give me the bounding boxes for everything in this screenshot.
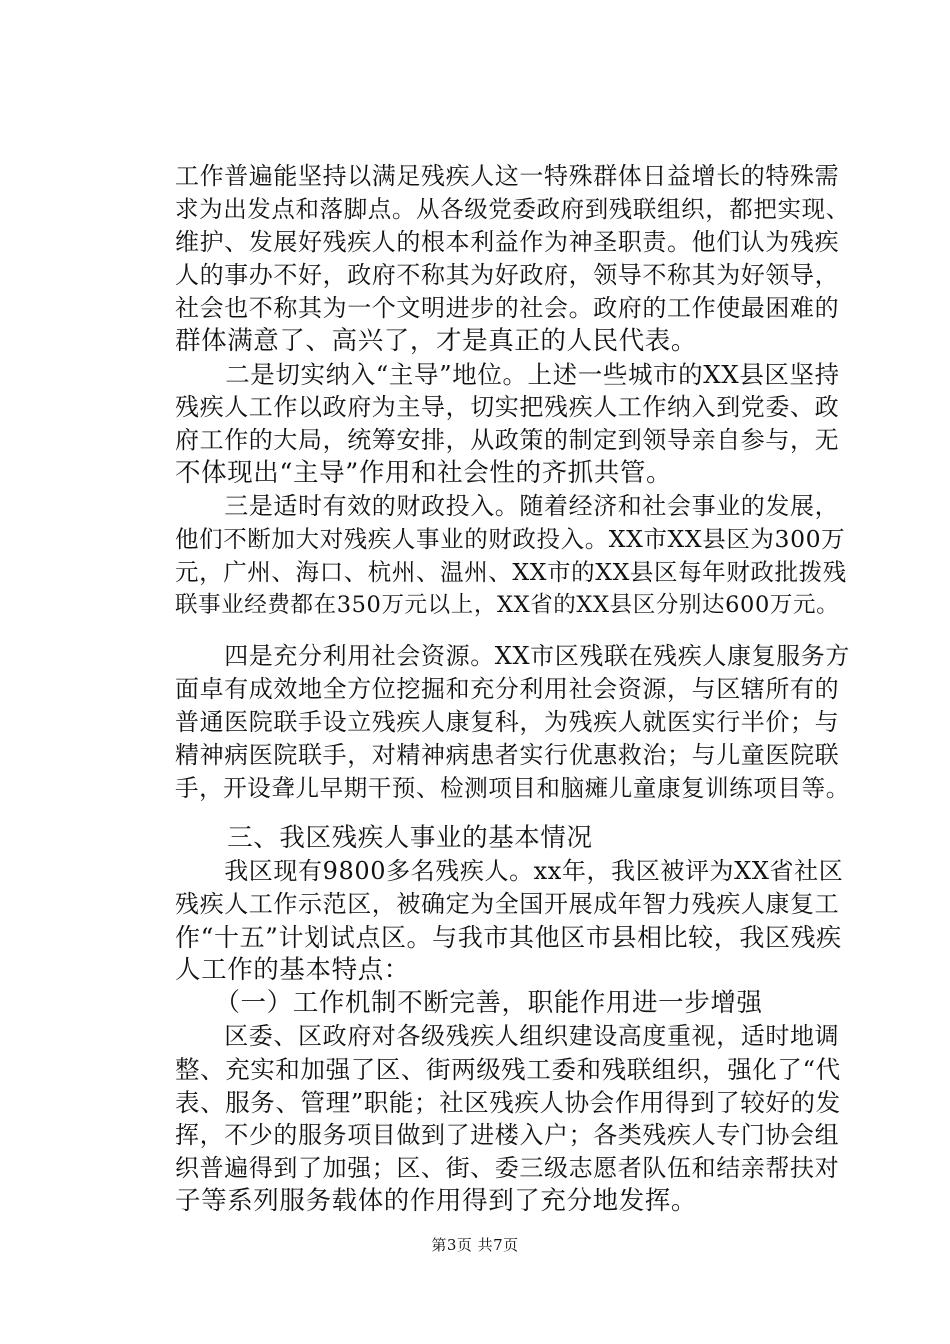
paragraph-line: 作“十五”计划试点区。与我市其他区市县相比较，我区残疾 xyxy=(175,923,842,952)
paragraph-line: 残疾人工作以政府为主导，切实把残疾人工作纳入到党委、政 xyxy=(175,393,840,421)
paragraph-line: 残疾人工作示范区，被确定为全国开展成年智力残疾人康复工 xyxy=(175,890,840,918)
section-heading: 三、我区残疾人事业的基本情况 xyxy=(175,823,593,853)
paragraph-line: 织普遍得到了加强；区、街、委三级志愿者队伍和结亲帮扶对 xyxy=(175,1154,840,1182)
paragraph-line: 人的事办不好，政府不称其为好政府，领导不称其为好领导， xyxy=(175,261,840,289)
paragraph-line: 精神病医院联手，对精神病患者实行优惠救治；与儿童医院联 xyxy=(175,741,840,769)
paragraph-line: 联事业经费都在350万元以上，XX省的XX县区分别达600万元。 xyxy=(175,592,840,618)
paragraph-line: 元，广州、海口、杭州、温州、XX市的XX县区每年财政批拨残 xyxy=(175,558,847,586)
paragraph-line: 挥，不少的服务项目做到了进楼入户；各类残疾人专门协会组 xyxy=(175,1121,840,1149)
paragraph-line: 三是适时有效的财政投入。随着经济和社会事业的发展， xyxy=(175,492,840,520)
paragraph-line: 我区现有9800多名残疾人。xx年，我区被评为XX省社区 xyxy=(175,857,844,885)
paragraph-line: 表、服务、管理”职能；社区残疾人协会作用得到了较好的发 xyxy=(175,1088,841,1117)
paragraph-line: 他们不断加大对残疾人事业的财政投入。XX市XX县区为300万 xyxy=(175,525,846,553)
paragraph-line: 面卓有成效地全方位挖掘和充分利用社会资源，与区辖所有的 xyxy=(175,675,840,703)
paragraph-line: 普通医院联手设立残疾人康复科，为残疾人就医实行半价；与 xyxy=(175,708,840,736)
paragraph-line: 维护、发展好残疾人的根本利益作为神圣职责。他们认为残疾 xyxy=(175,228,840,256)
paragraph-line: 社会也不称其为一个文明进步的社会。政府的工作使最困难的 xyxy=(175,294,840,322)
paragraph-line: 手，开设聋儿早期干预、检测项目和脑瘫儿童康复训练项目等。 xyxy=(175,774,850,802)
paragraph-line: 工作普遍能坚持以满足残疾人这一特殊群体日益增长的特殊需 xyxy=(175,162,840,190)
subsection-heading: （一）工作机制不断完善，职能作用进一步增强 xyxy=(175,988,763,1018)
paragraph-line: 群体满意了、高兴了，才是真正的人民代表。 xyxy=(175,326,698,356)
page-footer: 第3页 共7页 xyxy=(431,1236,519,1254)
paragraph-line: 二是切实纳入“主导”地位。上述一些城市的XX县区坚持 xyxy=(175,360,840,389)
paragraph-line: 人工作的基本特点： xyxy=(175,955,410,985)
paragraph-line: 府工作的大局，统筹安排，从政策的制定到领导亲自参与，无 xyxy=(175,426,840,454)
paragraph-line: 整、充实和加强了区、街两级残工委和残联组织，强化了“代 xyxy=(175,1055,841,1084)
paragraph-line: 区委、区政府对各级残疾人组织建设高度重视，适时地调 xyxy=(175,1022,840,1050)
paragraph-line: 不体现出“主导”作用和社会性的齐抓共管。 xyxy=(175,458,673,488)
paragraph-line: 四是充分利用社会资源。XX市区残联在残疾人康复服务方 xyxy=(175,642,850,670)
paragraph-line: 求为出发点和落脚点。从各级党委政府到残联组织，都把实现、 xyxy=(175,195,850,223)
paragraph-line: 子等系列服务载体的作用得到了充分地发挥。 xyxy=(175,1186,698,1216)
